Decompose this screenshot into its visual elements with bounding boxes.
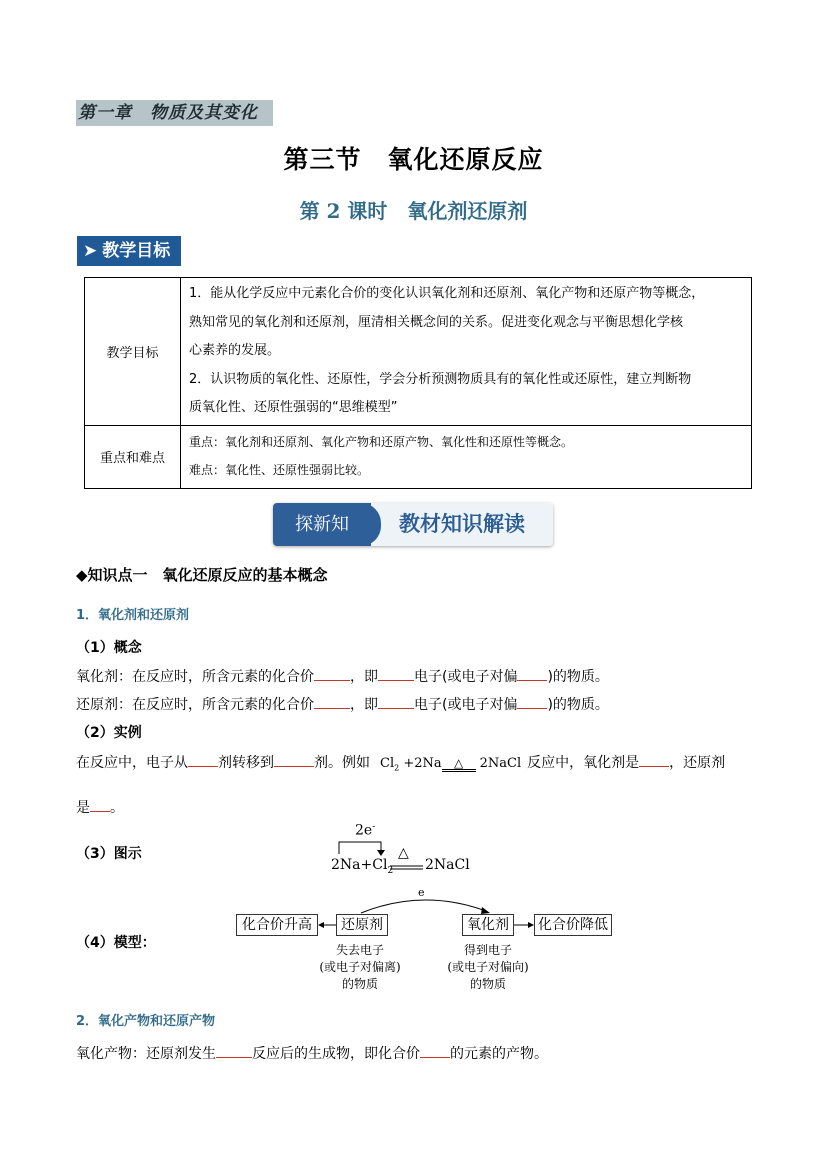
- banner-label: 教学目标: [102, 241, 171, 261]
- electron-arc-head: [481, 907, 490, 914]
- concept-label: （1）概念: [76, 640, 142, 656]
- heat-symbol: △: [398, 845, 409, 861]
- text-line: (或电子对偏离): [319, 960, 401, 974]
- row-head: 重点和难点: [85, 425, 181, 488]
- text: 2e: [355, 822, 373, 839]
- blank[interactable]: [188, 752, 218, 767]
- box-reductant: 还原剂: [336, 914, 388, 936]
- chapter-label: 第一章 物质及其变化: [76, 100, 273, 126]
- teaching-goals-banner: [77, 236, 181, 266]
- arrow-icon: ➤: [83, 241, 98, 261]
- note-reductant: [304, 942, 416, 993]
- text: 是: [76, 800, 90, 816]
- model-diagram: [236, 885, 616, 995]
- box-valence-fall: 化合价降低: [534, 914, 612, 936]
- explore-right-label: [371, 503, 553, 546]
- text: 电子(或电子对偏: [414, 669, 518, 685]
- equation-right: 2NaCl: [425, 857, 470, 873]
- text: 。: [110, 800, 124, 816]
- electron-arc: [361, 900, 486, 913]
- lesson-title: 第 2 课时 氧化剂还原剂: [299, 199, 528, 223]
- text: 2NaCl: [479, 756, 522, 771]
- table-row: [85, 278, 752, 426]
- electron-label: e: [418, 886, 425, 899]
- box-valence-rise: 化合价升高: [236, 914, 318, 936]
- text: )的物质。: [547, 697, 609, 713]
- equation: [370, 756, 521, 771]
- explore-right-text: 教材知识解读: [399, 512, 525, 536]
- text-line: 2．认识物质的氧化性、还原性，学会分析预测物质具有的氧化性或还原性，建立判断物: [189, 371, 692, 387]
- blank[interactable]: [314, 694, 350, 709]
- text: ，即: [350, 697, 378, 713]
- oxidation-product-definition: [76, 1043, 548, 1063]
- text-line: 得到电子: [463, 943, 512, 957]
- example-line-1: [76, 752, 725, 773]
- key-points-text: [181, 425, 752, 488]
- blank[interactable]: [90, 797, 110, 812]
- electron-count: [355, 822, 375, 839]
- goals-table: [84, 277, 752, 489]
- text: 剂。例如: [314, 755, 370, 771]
- text: )的物质。: [547, 669, 609, 685]
- transfer-arrow-line: [339, 842, 381, 854]
- heat-symbol: △: [442, 757, 476, 772]
- text: 的元素的产物。: [450, 1046, 548, 1062]
- text: 电子(或电子对偏: [414, 697, 518, 713]
- section-title: 第三节 氧化还原反应: [283, 145, 544, 174]
- text-line: (或电子对偏向): [447, 960, 529, 974]
- transfer-arrow-head: [377, 850, 385, 856]
- text-line: 的物质: [469, 977, 506, 991]
- explore-left-label: 探新知: [273, 503, 371, 546]
- blank[interactable]: [517, 666, 547, 681]
- blank[interactable]: [517, 694, 547, 709]
- text-line: 重点：氧化剂和还原剂、氧化产物和还原产物、氧化性和还原性等概念。: [189, 434, 574, 449]
- model-label: （4）模型：: [76, 935, 156, 951]
- text: -: [372, 822, 376, 832]
- goals-text: [181, 278, 752, 426]
- arrow-left-head: [318, 922, 324, 928]
- text: ，即: [350, 669, 378, 685]
- example-label: （2）实例: [76, 725, 142, 741]
- blank[interactable]: [420, 1043, 450, 1058]
- text: 2: [387, 865, 394, 876]
- blank[interactable]: [274, 752, 314, 767]
- table-row: [85, 425, 752, 488]
- text-line: 心素养的发展。: [189, 343, 281, 358]
- text-line: 难点：氧化性、还原性强弱比较。: [189, 462, 370, 477]
- text: +2Na: [399, 756, 442, 771]
- text-line: 失去电子: [335, 943, 384, 957]
- knowledge-point-heading: ◆知识点一 氧化还原反应的基本概念: [76, 566, 328, 584]
- text: ，还原剂: [669, 755, 726, 771]
- text-line: 的物质: [341, 977, 378, 991]
- blank[interactable]: [639, 752, 669, 767]
- text-line: 熟知常见的氧化剂和还原剂，厘清相关概念间的关系。促进变化观念与平衡思想化学核: [189, 314, 684, 330]
- oxidant-definition: [76, 666, 609, 686]
- example-line-2: [76, 797, 124, 817]
- blank[interactable]: [216, 1043, 252, 1058]
- text: 在反应中，电子从: [76, 755, 188, 771]
- text: 氧化剂：在反应时，所含元素的化合价: [76, 669, 314, 685]
- explore-banner: [273, 503, 553, 546]
- reductant-definition: [76, 694, 609, 714]
- text: 剂转移到: [218, 755, 274, 771]
- text: 2: [394, 763, 400, 773]
- text: 反应中，氧化剂是: [527, 755, 640, 771]
- text: 氧化产物：还原剂发生: [76, 1046, 216, 1062]
- text: 2Na+Cl: [331, 857, 388, 873]
- text: Cl: [380, 756, 395, 771]
- equation-left: [331, 857, 393, 876]
- figure-label: （3）图示: [76, 846, 142, 862]
- row-head: 教学目标: [85, 278, 181, 426]
- model-arrows-svg: [236, 885, 616, 995]
- box-oxidant: 氧化剂: [462, 914, 514, 936]
- subsection-title: 2．氧化产物和还原产物: [76, 1014, 216, 1029]
- blank[interactable]: [378, 694, 414, 709]
- text-line: 质氧化性、还原性强弱的“思维模型”: [189, 400, 398, 415]
- blank[interactable]: [378, 666, 414, 681]
- text: 反应后的生成物，即化合价: [252, 1046, 420, 1062]
- text-line: 1．能从化学反应中元素化合价的变化认识氧化剂和还原剂、氧化产物和还原产物等概念，: [189, 286, 705, 301]
- note-oxidant: [432, 942, 544, 993]
- text: 还原剂：在反应时，所含元素的化合价: [76, 697, 314, 713]
- electron-transfer-figure: [325, 820, 475, 880]
- blank[interactable]: [314, 666, 350, 681]
- subsection-title: 1．氧化剂和还原剂: [76, 608, 190, 623]
